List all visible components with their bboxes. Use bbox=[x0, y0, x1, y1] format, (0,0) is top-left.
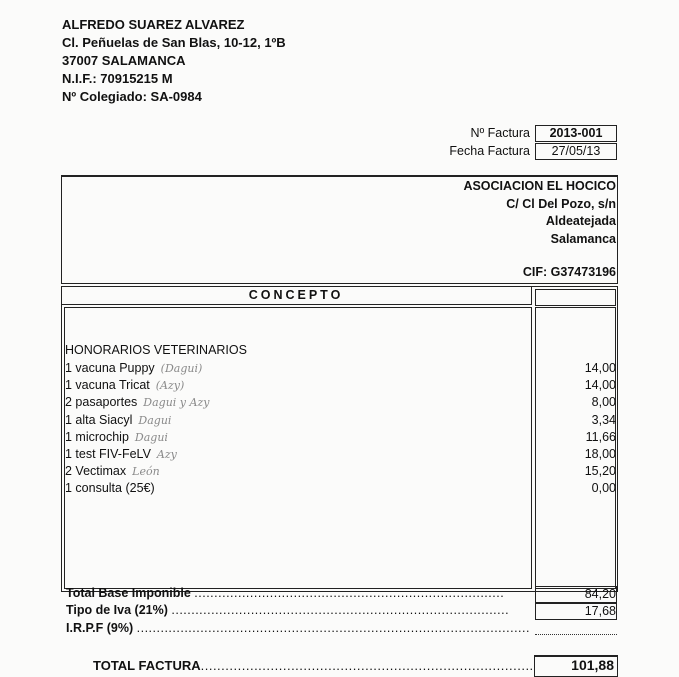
concept-item-text: 1 test FIV-FeLV bbox=[65, 447, 151, 461]
client-name: ASOCIACION EL HOCICO bbox=[463, 179, 616, 193]
concept-item-text: 1 consulta (25€) bbox=[65, 481, 155, 496]
concept-item-amount: 11,66 bbox=[585, 429, 616, 444]
iva-dots: ..................................................................................... bbox=[171, 603, 510, 617]
issuer-block bbox=[62, 16, 286, 106]
concept-item bbox=[65, 447, 177, 461]
concept-item-text: 1 vacuna Puppy bbox=[65, 361, 155, 375]
issuer-nif: N.I.F.: 70915215 M bbox=[62, 71, 173, 86]
issuer-name: ALFREDO SUAREZ ALVAREZ bbox=[62, 17, 245, 32]
concept-item-text: 2 pasaportes bbox=[65, 395, 138, 410]
concept-item-text: 2 Vectimax bbox=[65, 464, 127, 479]
section-title: HONORARIOS VETERINARIOS bbox=[65, 343, 247, 357]
concept-item-amount: 0,00 bbox=[591, 481, 616, 496]
concept-item bbox=[65, 481, 155, 495]
concept-item bbox=[65, 413, 171, 427]
concept-item-text: 1 microchip bbox=[65, 429, 129, 444]
handwritten-note: Dagui y Azy bbox=[143, 396, 210, 410]
invoice-date-value: 27/05/13 bbox=[535, 143, 617, 160]
iva-value: 17,68 bbox=[535, 603, 617, 620]
handwritten-note: Azy bbox=[156, 448, 177, 461]
concept-item bbox=[65, 378, 184, 392]
client-address: C/ Cl Del Pozo, s/n bbox=[506, 197, 616, 211]
concept-item bbox=[65, 361, 202, 375]
concept-item bbox=[65, 430, 168, 444]
concept-item-amount: 15,20 bbox=[584, 464, 616, 479]
iva-row bbox=[66, 603, 509, 617]
handwritten-note: (Dagui) bbox=[160, 362, 203, 375]
client-cif: CIF: G37473196 bbox=[522, 265, 616, 279]
irpf-value-line bbox=[535, 634, 617, 635]
concept-item-amount: 14,00 bbox=[584, 361, 616, 375]
iva-label: Tipo de Iva (21%) bbox=[66, 603, 168, 617]
total-label: TOTAL FACTURA bbox=[93, 658, 201, 673]
issuer-city: 37007 SALAMANCA bbox=[62, 53, 186, 68]
invoice-number-value: 2013-001 bbox=[535, 125, 617, 142]
client-province: Salamanca bbox=[550, 232, 616, 246]
base-dots: .............................................................................. bbox=[194, 586, 505, 600]
invoice-number-label: Nº Factura bbox=[470, 126, 530, 140]
invoice-date-label: Fecha Factura bbox=[449, 144, 530, 158]
total-value: 101,88 bbox=[571, 657, 614, 673]
concept-item bbox=[65, 395, 209, 409]
issuer-colegiado: Nº Colegiado: SA-0984 bbox=[62, 89, 202, 104]
handwritten-note: Dagui bbox=[134, 430, 168, 444]
irpf-row bbox=[66, 621, 530, 635]
irpf-label: I.R.P.F (9%) bbox=[66, 621, 134, 635]
concept-item-amount: 8,00 bbox=[591, 395, 616, 410]
concept-item-amount: 3,34 bbox=[591, 412, 616, 427]
irpf-dots: ................................................................................................... bbox=[136, 621, 530, 635]
concept-item-text: 1 vacuna Tricat bbox=[65, 378, 150, 393]
handwritten-note: Dagui bbox=[138, 413, 172, 427]
base-value: 84,20 bbox=[535, 586, 617, 603]
concept-header: CONCEPTO bbox=[248, 288, 344, 302]
base-row bbox=[66, 586, 504, 600]
total-dots: ................................................................................. bbox=[200, 658, 534, 673]
handwritten-note: (Azy) bbox=[155, 379, 185, 393]
issuer-address: Cl. Peñuelas de San Blas, 10-12, 1ºB bbox=[62, 35, 286, 50]
base-label: Total Base Imponible bbox=[66, 586, 191, 600]
amount-header-cell bbox=[535, 289, 616, 306]
concept-item-text: 1 alta Siacyl bbox=[65, 412, 133, 427]
handwritten-note: León bbox=[132, 465, 160, 479]
concept-item bbox=[65, 464, 160, 478]
total-row bbox=[93, 658, 534, 673]
concept-item-amount: 18,00 bbox=[584, 447, 616, 461]
client-town: Aldeatejada bbox=[545, 214, 616, 228]
concept-item-amount: 14,00 bbox=[584, 378, 616, 393]
